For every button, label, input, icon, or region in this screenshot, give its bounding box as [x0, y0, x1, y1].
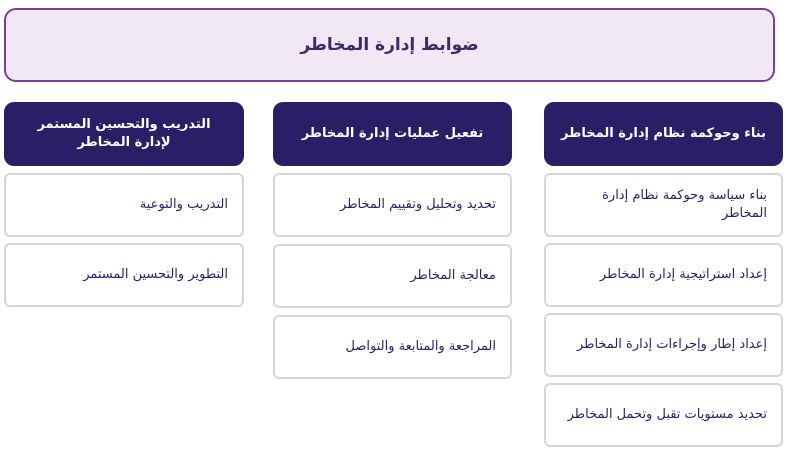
diagram-title: ضوابط إدارة المخاطر — [300, 35, 479, 55]
diagram-title-box — [4, 8, 775, 82]
column-governance — [544, 102, 783, 453]
item-risk-treatment: معالجة المخاطر — [273, 244, 512, 308]
item-risk-strategy: إعداد استراتيجية إدارة المخاطر — [544, 243, 783, 307]
item-risk-appetite: تحديد مستويات تقبل وتحمل المخاطر — [544, 383, 783, 447]
column-training — [4, 102, 244, 313]
column-items-operations — [273, 173, 512, 379]
item-continuous-improvement: التطوير والتحسين المستمر — [4, 243, 244, 307]
column-items-training — [4, 173, 244, 307]
item-risk-assessment: تحديد وتحليل وتقييم المخاطر — [273, 173, 512, 237]
column-header-governance: بناء وحوكمة نظام إدارة المخاطر — [544, 102, 783, 166]
column-header-training: التدريب والتحسين المستمر لإدارة المخاطر — [4, 102, 244, 166]
column-header-operations: تفعيل عمليات إدارة المخاطر — [273, 102, 512, 166]
item-training-awareness: التدريب والتوعية — [4, 173, 244, 237]
column-operations — [273, 102, 512, 386]
item-risk-framework: إعداد إطار وإجراءات إدارة المخاطر — [544, 313, 783, 377]
column-items-governance — [544, 173, 783, 447]
item-risk-monitoring: المراجعة والمتابعة والتواصل — [273, 315, 512, 379]
item-risk-policy: بناء سياسة وحوكمة نظام إدارة المخاطر — [544, 173, 783, 237]
